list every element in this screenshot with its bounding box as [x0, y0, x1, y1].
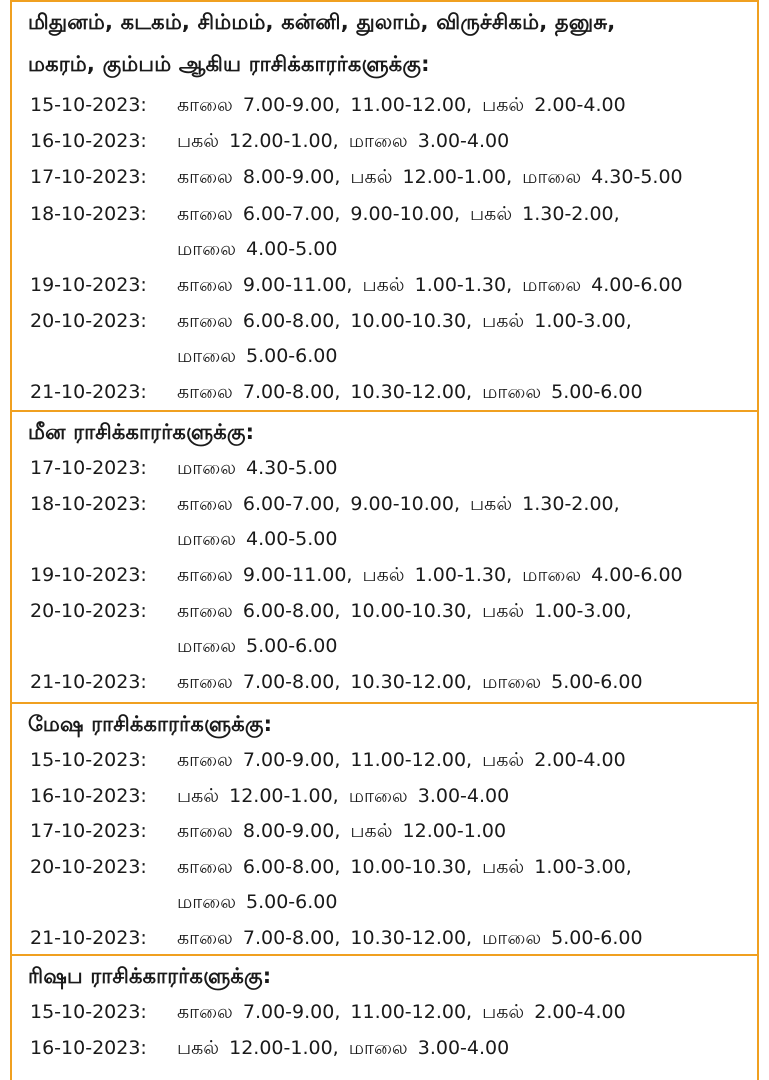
row-times: மாலை 4.30-5.00	[177, 457, 338, 479]
row-times: மாலை 5.00-6.00	[177, 635, 338, 657]
row-times: காலை 7.00-8.00, 10.30-12.00, மாலை 5.00-6.00	[177, 671, 643, 693]
row-times: பகல் 12.00-1.00, மாலை 3.00-4.00	[177, 785, 510, 807]
row-date: 21-10-2023:	[30, 671, 147, 693]
section-heading-line: ரிஷப ராசிக்காரர்களுக்கு:	[28, 964, 272, 988]
row-date: 17-10-2023:	[30, 166, 147, 188]
schedule-row-continued	[12, 345, 757, 379]
row-times: பகல் 12.00-1.00, மாலை 3.00-4.00	[177, 130, 510, 152]
schedule-row	[12, 1001, 757, 1035]
schedule-row	[12, 671, 757, 705]
row-date: 17-10-2023:	[30, 820, 147, 842]
row-date: 20-10-2023:	[30, 310, 147, 332]
row-date: 19-10-2023:	[30, 564, 147, 586]
row-times: காலை 7.00-9.00, 11.00-12.00, பகல் 2.00-4.00	[177, 1001, 626, 1023]
schedule-row	[12, 749, 757, 783]
schedule-row	[12, 493, 757, 527]
row-date: 15-10-2023:	[30, 94, 147, 116]
section-mesha	[10, 704, 759, 954]
row-date: 21-10-2023:	[30, 927, 147, 949]
row-date: 16-10-2023:	[30, 1037, 147, 1059]
row-date: 16-10-2023:	[30, 785, 147, 807]
row-date: 20-10-2023:	[30, 600, 147, 622]
schedule-row	[12, 457, 757, 491]
row-times: காலை 9.00-11.00, பகல் 1.00-1.30, மாலை 4.00-6.00	[177, 274, 683, 296]
row-date: 21-10-2023:	[30, 381, 147, 403]
row-times: காலை 6.00-8.00, 10.00-10.30, பகல் 1.00-3.00,	[177, 600, 632, 622]
row-times: காலை 7.00-9.00, 11.00-12.00, பகல் 2.00-4.00	[177, 94, 626, 116]
row-date: 18-10-2023:	[30, 203, 147, 225]
row-date: 17-10-2023:	[30, 457, 147, 479]
row-times: காலை 6.00-7.00, 9.00-10.00, பகல் 1.30-2.00,	[177, 493, 620, 515]
row-times: காலை 7.00-9.00, 11.00-12.00, பகல் 2.00-4.00	[177, 749, 626, 771]
schedule-row	[12, 130, 757, 164]
row-times: காலை 8.00-9.00, பகல் 12.00-1.00, மாலை 4.30-5.00	[177, 166, 683, 188]
row-times: காலை 7.00-8.00, 10.30-12.00, மாலை 5.00-6.00	[177, 927, 643, 949]
schedule-row	[12, 600, 757, 634]
schedule-row	[12, 274, 757, 308]
schedule-row	[12, 1037, 757, 1071]
section-heading-line: மீன ராசிக்காரர்களுக்கு:	[28, 420, 255, 444]
row-times: காலை 6.00-8.00, 10.00-10.30, பகல் 1.00-3.00,	[177, 856, 632, 878]
row-date: 16-10-2023:	[30, 130, 147, 152]
schedule-row	[12, 856, 757, 890]
schedule-row-continued	[12, 238, 757, 272]
row-date: 20-10-2023:	[30, 856, 147, 878]
schedule-row-continued	[12, 891, 757, 925]
row-times: காலை 8.00-9.00, பகல் 12.00-1.00	[177, 820, 507, 842]
row-times: காலை 6.00-7.00, 9.00-10.00, பகல் 1.30-2.00,	[177, 203, 620, 225]
section-heading-line: மிதுனம், கடகம், சிம்மம், கன்னி, துலாம், விருச்சிகம், தனுசு,	[28, 10, 616, 34]
row-times: பகல் 12.00-1.00, மாலை 3.00-4.00	[177, 1037, 510, 1059]
row-times: மாலை 4.00-5.00	[177, 528, 338, 550]
row-date: 18-10-2023:	[30, 493, 147, 515]
schedule-row	[12, 820, 757, 854]
row-times: காலை 7.00-8.00, 10.30-12.00, மாலை 5.00-6.00	[177, 381, 643, 403]
row-date: 19-10-2023:	[30, 274, 147, 296]
row-times: காலை 9.00-11.00, பகல் 1.00-1.30, மாலை 4.00-6.00	[177, 564, 683, 586]
section-rishaba	[10, 956, 759, 1080]
schedule-row	[12, 310, 757, 344]
row-times: மாலை 5.00-6.00	[177, 345, 338, 367]
schedule-row	[12, 785, 757, 819]
schedule-row	[12, 166, 757, 200]
schedule-row-continued	[12, 528, 757, 562]
row-date: 15-10-2023:	[30, 1001, 147, 1023]
schedule-row	[12, 94, 757, 128]
section-group-signs	[10, 0, 759, 410]
schedule-row	[12, 203, 757, 237]
section-meena	[10, 412, 759, 702]
row-date: 15-10-2023:	[30, 749, 147, 771]
section-heading-line: மேஷ ராசிக்காரர்களுக்கு:	[28, 712, 273, 736]
section-heading-line: மகரம், கும்பம் ஆகிய ராசிக்காரர்களுக்கு:	[28, 52, 430, 76]
schedule-row	[12, 564, 757, 598]
row-times: மாலை 4.00-5.00	[177, 238, 338, 260]
row-times: காலை 6.00-8.00, 10.00-10.30, பகல் 1.00-3.00,	[177, 310, 632, 332]
schedule-row-continued	[12, 635, 757, 669]
row-times: மாலை 5.00-6.00	[177, 891, 338, 913]
